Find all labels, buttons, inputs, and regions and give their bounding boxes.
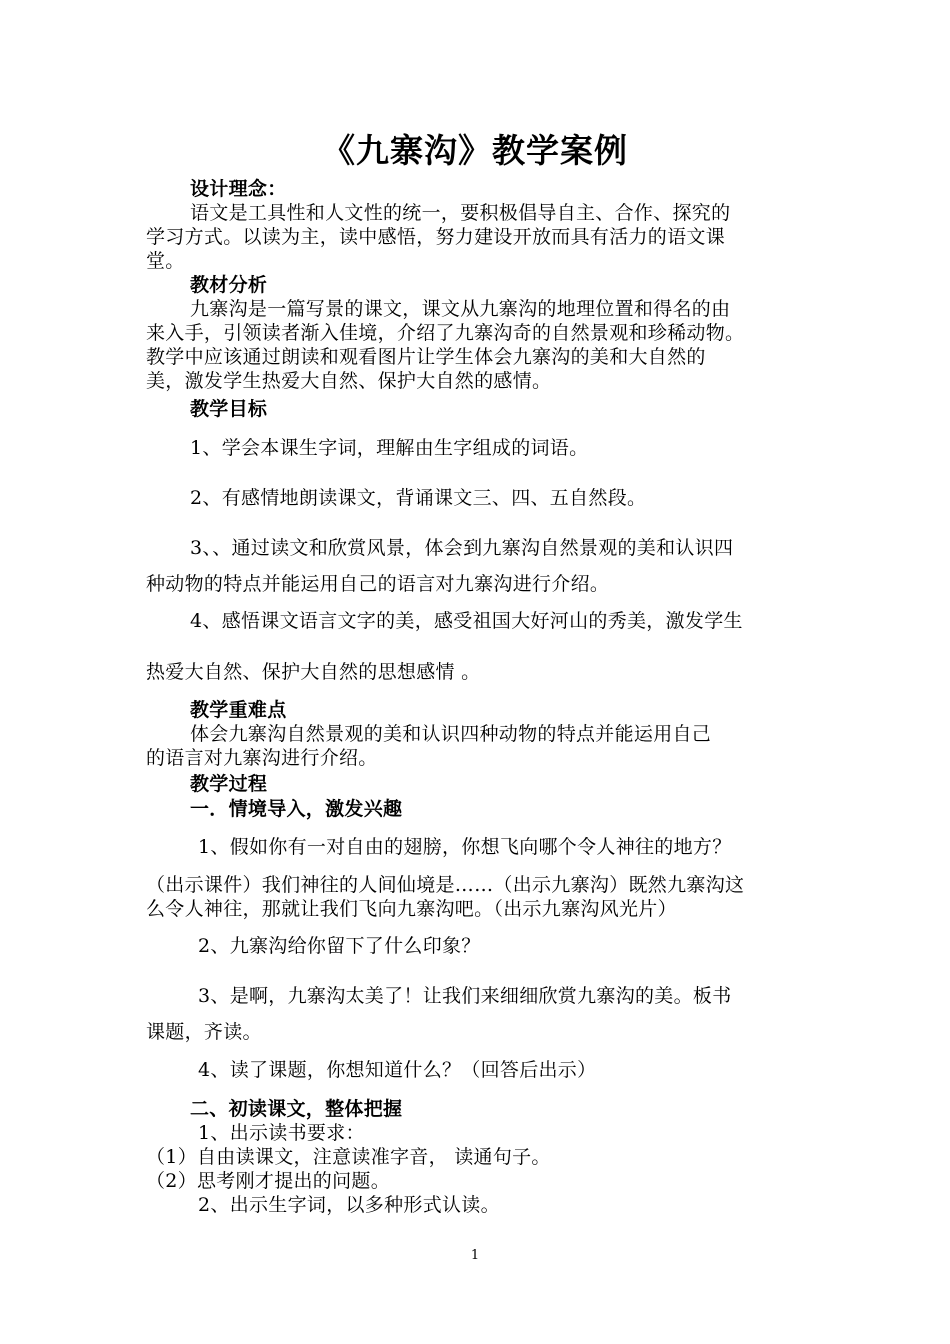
heading-design-concept: 设计理念： <box>190 178 287 200</box>
goal-item: 2、有感情地朗读课文，背诵课文三、四、五自然段。 <box>190 487 647 509</box>
heading-teaching-goals: 教学目标 <box>190 398 268 420</box>
goal-item-continued: 热爱大自然、保护大自然的思想感情 。 <box>146 661 481 683</box>
section-heading-2: 二、初读课文，整体把握 <box>190 1098 403 1120</box>
process-item: 1、假如你有一对自由的翅膀，你想飞向哪个令人神往的地方？ <box>198 836 732 858</box>
paragraph-line: 教学中应该通过朗读和观看图片让学生体会九寨沟的美和大自然的 <box>146 346 706 368</box>
document-title: 《九寨沟》教学案例 <box>322 131 628 170</box>
process-item: 4、读了课题，你想知道什么？（回答后出示） <box>198 1059 597 1081</box>
goal-item: 3、、通过读文和欣赏风景，体会到九寨沟自然景观的美和认识四 <box>190 537 734 559</box>
paragraph-line: 么令人神往，那就让我们飞向九寨沟吧。（出示九寨沟风光片） <box>146 898 677 920</box>
paragraph-line: 的语言对九寨沟进行介绍。 <box>146 747 378 769</box>
process-item: 2、九寨沟给你留下了什么印象？ <box>198 935 481 957</box>
heading-material-analysis: 教材分析 <box>190 274 268 296</box>
paragraph-line: （出示课件）我们神往的人间仙境是……（出示九寨沟）既然九寨沟这 <box>146 874 745 896</box>
page-number: 1 <box>470 1248 480 1263</box>
process-item: 3、是啊，九寨沟太美了！让我们来细细欣赏九寨沟的美。板书 <box>198 985 732 1007</box>
process-item: 1、出示读书要求： <box>198 1122 365 1144</box>
paragraph-line: 学习方式。以读为主，读中感悟，努力建设开放而具有活力的语文课 <box>146 226 726 248</box>
paragraph-line: 美，激发学生热爱大自然、保护大自然的感情。 <box>146 370 552 392</box>
process-subitem: （2）思考刚才提出的问题。 <box>146 1170 390 1192</box>
heading-teaching-process: 教学过程 <box>190 773 268 795</box>
heading-key-points: 教学重难点 <box>190 699 287 721</box>
process-item: 2、出示生字词，以多种形式认读。 <box>198 1194 500 1216</box>
process-subitem: （1）自由读课文，注意读准字音， 读通句子。 <box>146 1146 551 1168</box>
paragraph-line: 语文是工具性和人文性的统一，要积极倡导自主、合作、探究的 <box>190 202 731 224</box>
paragraph-line: 体会九寨沟自然景观的美和认识四种动物的特点并能运用自己 <box>190 723 712 745</box>
paragraph-line: 堂。 <box>146 250 185 272</box>
goal-item: 4、感悟课文语言文字的美，感受祖国大好河山的秀美，激发学生 <box>190 610 743 632</box>
goal-item-continued: 种动物的特点并能运用自己的语言对九寨沟进行介绍。 <box>146 573 610 595</box>
paragraph-line: 来入手，引领读者渐入佳境，介绍了九寨沟奇的自然景观和珍稀动物。 <box>146 322 745 344</box>
goal-item: 1、学会本课生字词，理解由生字组成的词语。 <box>190 437 589 459</box>
paragraph-line: 九寨沟是一篇写景的课文，课文从九寨沟的地理位置和得名的由 <box>190 298 731 320</box>
section-heading-1: 一．情境导入，激发兴趣 <box>190 798 403 820</box>
paragraph-line: 课题，齐读。 <box>146 1021 262 1043</box>
